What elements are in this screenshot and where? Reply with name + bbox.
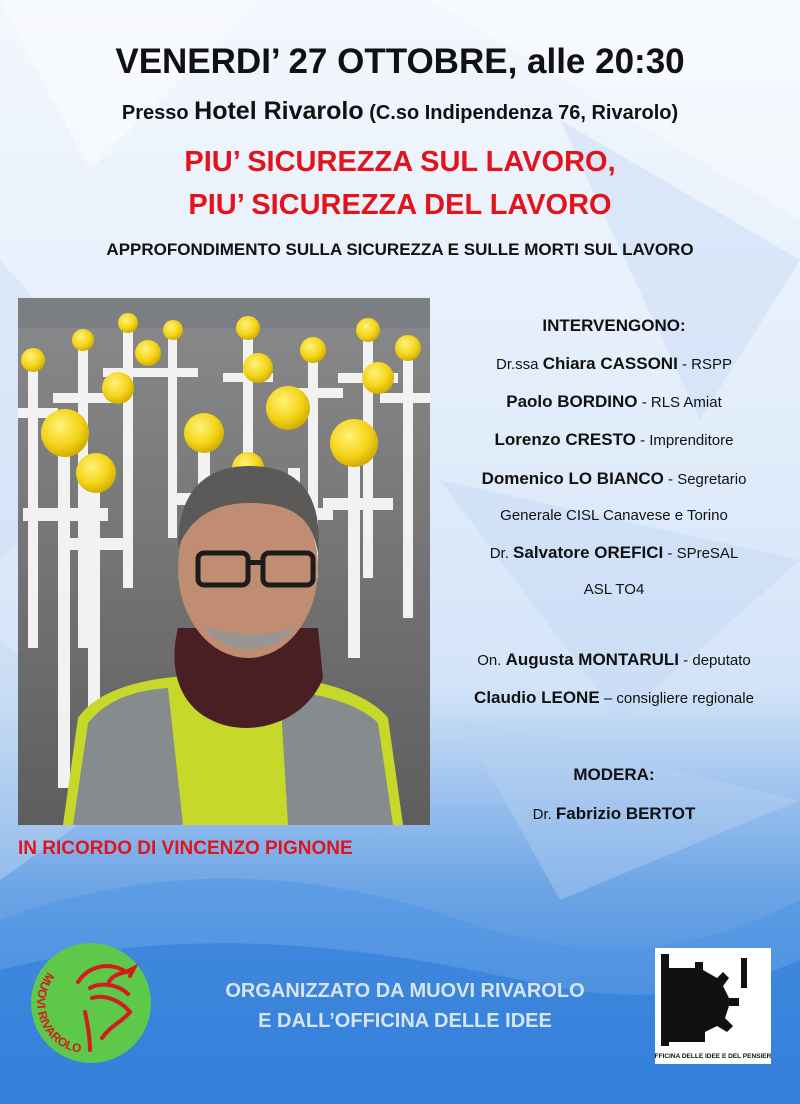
speaker-role: - Segretario — [668, 471, 747, 488]
speaker-item — [428, 392, 800, 412]
speaker-name: Augusta MONTARULI — [505, 650, 680, 669]
speaker-role: - SPreSAL — [667, 545, 739, 562]
speaker-name: Paolo BORDINO — [506, 392, 638, 411]
speaker-role-continued: ASL TO4 — [583, 581, 645, 598]
memorial-caption: IN RICORDO DI VINCENZO PIGNONE — [18, 838, 353, 859]
speaker-name: Chiara CASSONI — [542, 354, 678, 373]
officina-logo — [655, 948, 771, 1064]
venue-prefix: Presso — [121, 102, 189, 124]
moderator-item — [428, 804, 800, 824]
speaker-prefix: Dr. — [489, 545, 509, 562]
title-line-2: PIU’ SICUREZZA DEL LAVORO — [188, 189, 612, 221]
speaker-role: - Imprenditore — [640, 432, 734, 449]
speaker-role: – consigliere regionale — [603, 690, 754, 707]
speaker-item — [428, 469, 800, 489]
speakers-heading: INTERVENGONO: — [542, 316, 686, 335]
speaker-role: - RSPP — [681, 356, 732, 373]
speaker-name: Domenico LO BIANCO — [481, 469, 664, 488]
speaker-item — [428, 543, 800, 563]
organizers-line-2: E DALL’OFFICINA DELLE IDEE — [258, 1010, 552, 1032]
speaker-prefix: Dr.ssa — [496, 356, 539, 373]
speaker-item — [428, 430, 800, 450]
venue-name: Hotel Rivarolo — [194, 97, 364, 125]
muovi-rivarolo-logo-text: MUOVI RIVAROLO — [34, 970, 83, 1056]
speaker-item — [428, 688, 800, 708]
speaker-name: Lorenzo CRESTO — [494, 430, 636, 449]
speaker-name: Claudio LEONE — [474, 688, 600, 707]
moderator-prefix: Dr. — [532, 806, 552, 823]
speaker-name: Salvatore OREFICI — [513, 543, 664, 562]
event-venue — [0, 97, 800, 126]
subtitle: APPROFONDIMENTO SULLA SICUREZZA E SULLE MORTI SUL LAVORO — [106, 240, 694, 259]
speaker-role: - RLS Amiat — [641, 394, 722, 411]
speaker-item — [428, 650, 800, 670]
speaker-item — [428, 354, 800, 374]
organizers-line-1: ORGANIZZATO DA MUOVI RIVAROLO — [225, 980, 585, 1002]
venue-address: (C.so Indipendenza 76, Rivarolo) — [369, 102, 679, 124]
speaker-role: - deputato — [683, 652, 751, 669]
speaker-prefix: On. — [477, 652, 502, 669]
speaker-role-continued: Generale CISL Canavese e Torino — [500, 507, 728, 524]
title-line-1: PIU’ SICUREZZA SUL LAVORO, — [184, 146, 616, 178]
muovi-rivarolo-logo — [30, 942, 152, 1064]
memorial-photo — [18, 298, 430, 825]
moderator-name: Fabrizio BERTOT — [555, 804, 696, 823]
moderator-heading: MODERA: — [573, 765, 655, 784]
officina-logo-text: OFFICINA DELLE IDEE E DEL PENSIERO — [655, 1053, 771, 1060]
event-date: VENERDI’ 27 OTTOBRE, alle 20:30 — [115, 42, 685, 81]
